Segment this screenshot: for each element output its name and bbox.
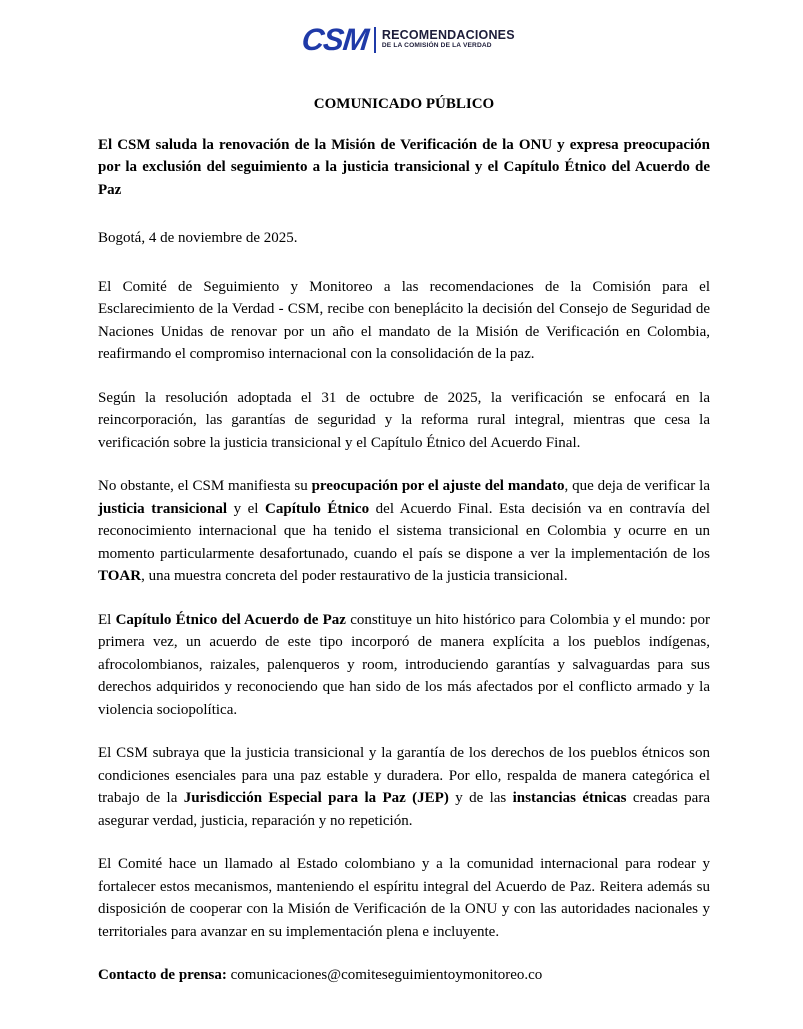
p3-bold-4: TOAR xyxy=(98,568,142,584)
p4-text-2: constituye un hito histórico para Colombia y el mundo: por primera vez, un acuerdo de este tipo incorporó de manera explícita a los pueblos indígenas, afrocolombianos, raizales, palenqueros y room, introduciendo garantías y salvaguardas para sus derechos adquiridos y reconociendo que han sido de los más afectados por el conflicto armado y la violencia sociopolítica. xyxy=(98,611,710,718)
p5-text-3: creadas para asegurar verdad, justicia, reparación y no repetición. xyxy=(98,790,710,829)
paragraph-5 xyxy=(98,742,710,832)
logo-line2: DE LA COMISIÓN DE LA VERDAD xyxy=(381,42,492,50)
p3-bold-1: preocupación por el ajuste del mandato xyxy=(311,478,565,494)
logo-line1: RECOMENDACIONES xyxy=(381,27,515,42)
paragraph-2: Según la resolución adoptada el 31 de octubre de 2025, la verificación se enfocará en la reincorporación, las garantías de seguridad y la reforma rural integral, mientras que cesa la verificación sobre la justicia transicional y el Capítulo Étnico del Acuerdo Final. xyxy=(98,389,710,451)
p4-text-1: El xyxy=(98,611,116,628)
csm-logo xyxy=(302,24,515,55)
press-contact xyxy=(98,964,710,987)
p5-bold-1: Jurisdicción Especial para la Paz (JEP) xyxy=(183,790,449,806)
paragraph-6: El Comité hace un llamado al Estado colombiano y a la comunidad internacional para rodear y fortalecer estos mecanismos, manteniendo el espíritu integral del Acuerdo de Paz. Reitera además su disposición de cooperar con la Misión de Verificación de la ONU y con las autoridades nacionales y territoriales para avanzar en su implementación plena e incluyente. xyxy=(98,856,710,940)
p3-bold-2: justicia transicional xyxy=(98,500,228,517)
document-title: COMUNICADO PÚBLICO xyxy=(313,96,495,112)
p5-text-2: y de las xyxy=(448,790,513,806)
p3-text-2: , que deja de verificar la xyxy=(564,478,710,494)
headline: El CSM saluda la renovación de la Misión de Verificación de la ONU y expresa preocupación por la exclusión del seguimiento a la justicia transicional y el Capítulo Étnico del Acuerdo de Paz xyxy=(98,136,710,198)
p3-bold-3: Capítulo Étnico xyxy=(265,500,370,517)
p3-text-5: , una muestra concreta del poder restaurativo de la justicia transicional. xyxy=(141,568,568,584)
p3-text-1: No obstante, el CSM manifiesta su xyxy=(98,478,312,494)
paragraph-4 xyxy=(98,609,710,722)
document-body xyxy=(98,93,710,987)
contact-email[interactable]: comunicaciones@comiteseguimientoymonitoreo.co xyxy=(226,967,543,983)
logo-mark: CSM xyxy=(300,22,370,57)
dateline: Bogotá, 4 de noviembre de 2025. xyxy=(98,230,298,246)
p5-bold-2: instancias étnicas xyxy=(512,790,627,806)
logo-divider xyxy=(374,27,376,53)
p3-text-3: y el xyxy=(227,500,266,517)
p4-bold-1: Capítulo Étnico del Acuerdo de Paz xyxy=(115,611,346,628)
contact-label: Contacto de prensa: xyxy=(98,967,227,983)
paragraph-3 xyxy=(98,475,710,588)
p5-text-1: El CSM subraya que la justicia transicional y la garantía de los derechos de los pueblos étnicos son condiciones esenciales para una paz estable y duradera. Por ello, respalda de manera categórica el trabajo de la xyxy=(98,745,710,806)
logo-text xyxy=(382,29,515,50)
p3-text-4: del Acuerdo Final. Esta decisión va en contravía del reconocimiento internacional que ha tenido el sistema transicional en Colombia y ocurre en un momento particularmente desafortunado, cuando el país se dispone a ver la implementación de los xyxy=(98,500,711,562)
paragraph-1: El Comité de Seguimiento y Monitoreo a las recomendaciones de la Comisión para el Esclarecimiento de la Verdad - CSM, recibe con beneplácito la decisión del Consejo de Seguridad de Naciones Unidas de renovar por un año el mandato de la Misión de Verificación en Colombia, reafirmando el compromiso internacional con la consolidación de la paz. xyxy=(98,278,710,362)
